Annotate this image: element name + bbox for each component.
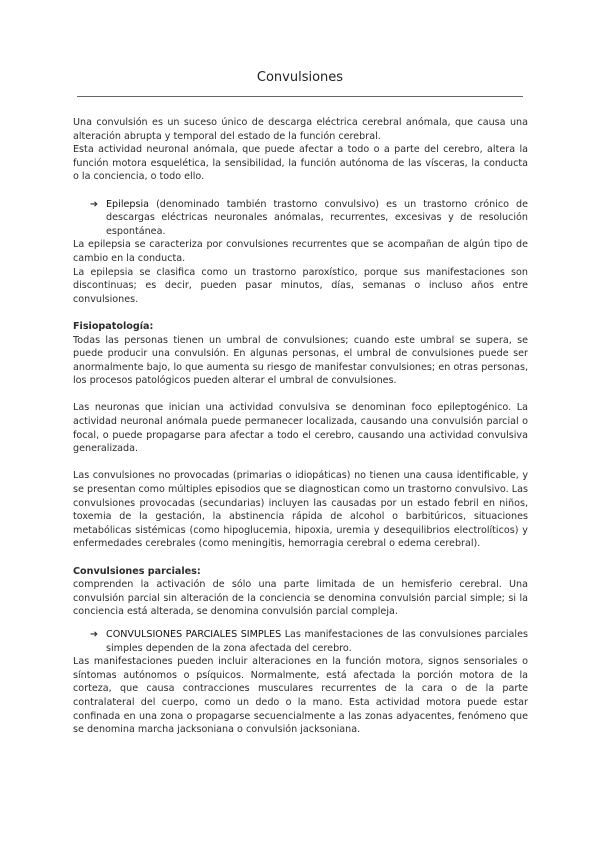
fisio-paragraph-1: Todas las personas tienen un umbral de convulsiones; cuando este umbral se supera, se puede producir una convulsión. En algunas personas, el umbral de convulsiones puede ser anormalmente bajo, lo que aumenta su riesgo de manifestar convulsiones; en otras personas, los procesos patológicos pueden alterar el umbral de convulsiones. <box>73 334 528 387</box>
spacer <box>73 619 528 628</box>
bullet-term: Epilepsia <box>106 198 150 210</box>
spacer <box>73 184 528 198</box>
title-divider <box>77 96 523 97</box>
fisio-paragraph-2: Las neuronas que inician una actividad convulsiva se denominan foco epileptogénico. La actividad neuronal anómala puede permanecer localizada, causando una convulsión parcial o focal, o puede propagarse para afectar a todo el cerebro, causando una actividad convulsiva generalizada. <box>73 402 528 455</box>
epilepsia-paragraph-1: La epilepsia se caracteriza por convulsiones recurrentes que se acompañan de algún tipo de cambio en la conducta. <box>73 239 528 264</box>
parciales-paragraph-2: Las manifestaciones pueden incluir alteraciones en la función motora, signos sensoriales o síntomas autónomos o psíquicos. Normalmente, está afectada la porción motora de la corteza, que causa contracciones musculares recurrentes de la cara o de la parte contralateral del cuerpo, como un dedo o la mano. Esta actividad motora puede estar confinada en una zona o propagarse secuencialmente a las zonas adyacentes, fenómeno que se denomina marcha jacksoniana o convulsión jacksoniana. <box>73 656 528 736</box>
spacer <box>73 388 528 402</box>
intro-paragraph-2: Esta actividad neuronal anómala, que puede afectar a todo o a parte del cerebro, altera la función motora esquelética, la sensibilidad, la función autónoma de las vísceras, la conducta o la conciencia, o todo ello. <box>73 144 528 183</box>
document-body <box>73 116 528 737</box>
bullet-parciales-simples <box>90 628 528 655</box>
section-heading-fisiopatologia: Fisiopatología: <box>73 320 154 332</box>
spacer <box>73 306 528 320</box>
arrow-bullet-icon: ➔ <box>90 628 99 640</box>
bullet-text: Las manifestaciones de las convulsiones parciales simples dependen de la zona afectada del cerebro. <box>106 628 528 654</box>
spacer <box>73 456 528 470</box>
bullet-term: CONVULSIONES PARCIALES SIMPLES <box>106 628 282 640</box>
bullet-epilepsia <box>90 198 528 239</box>
page-title: Convulsiones <box>256 70 344 85</box>
fisio-paragraph-3: Las convulsiones no provocadas (primarias o idiopáticas) no tienen una causa identificable, y se presentan como múltiples episodios que se diagnostican como un trastorno convulsivo. Las convulsiones provocadas (secundarias) incluyen las causadas por un estado febril en niños, toxemia de la gestación, la abstinencia rápida de alcohol o barbitúricos, situaciones metabólicas sistémicas (como hipoglucemia, hipoxia, uremia y desequilibrios electrolíticos) y enfermedades cerebrales (como meningitis, hemorragia cerebral o edema cerebral). <box>73 470 528 550</box>
epilepsia-paragraph-2: La epilepsia se clasifica como un trastorno paroxístico, porque sus manifestaciones son discontinuas; es decir, pueden pasar minutos, días, semanas o incluso años entre convulsiones. <box>73 266 528 305</box>
spacer <box>73 551 528 565</box>
bullet-text: (denominado también trastorno convulsivo) es un trastorno crónico de descargas eléctricas neuronales anómalas, recurrentes, excesivas y de resolución espontánea. <box>106 198 528 237</box>
parciales-paragraph-1: comprenden la activación de sólo una parte limitada de un hemisferio cerebral. Una convulsión parcial sin alteración de la conciencia se denomina convulsión parcial simple; si la conciencia está alterada, se denomina convulsión parcial compleja. <box>73 579 528 618</box>
intro-paragraph-1: Una convulsión es un suceso único de descarga eléctrica cerebral anómala, que causa una alteración abrupta y temporal del estado de la función cerebral. <box>73 117 528 142</box>
section-heading-parciales: Convulsiones parciales: <box>73 565 201 577</box>
arrow-bullet-icon: ➔ <box>90 198 99 210</box>
